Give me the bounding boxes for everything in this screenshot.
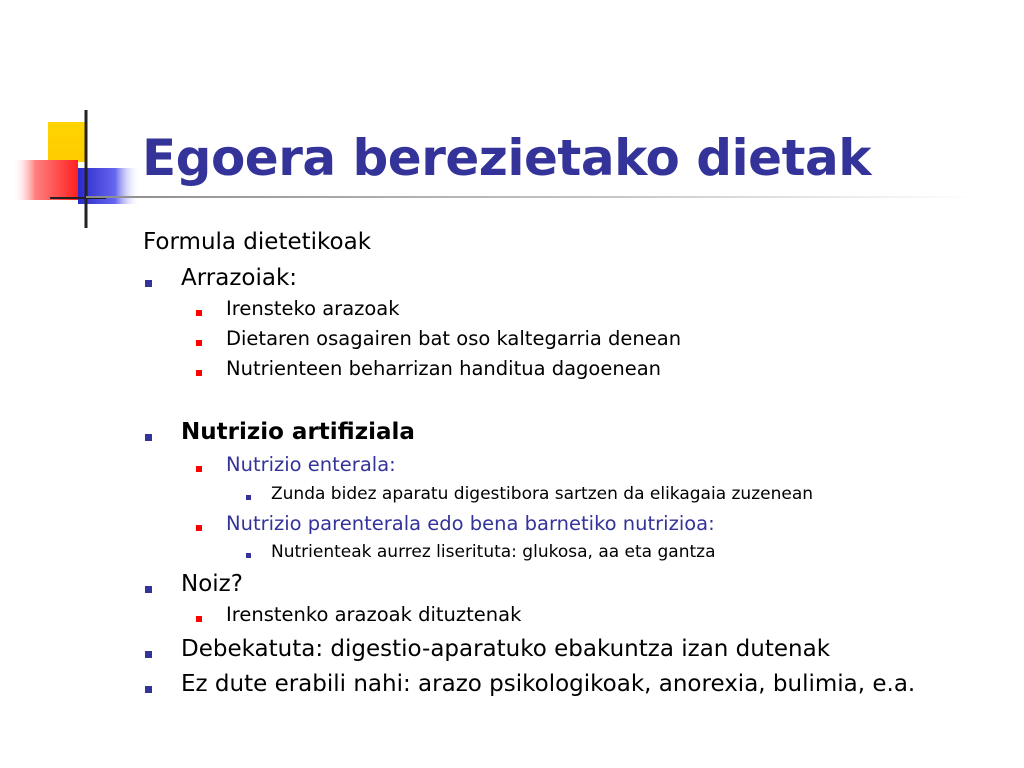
red-square	[12, 160, 78, 200]
bullet-level3-text: Zunda bidez aparatu digestibora sartzen da elikagaia zuzenean	[271, 484, 814, 504]
bullet-level3-text: Nutrienteak aurrez liserituta: glukosa, aa eta gantza	[271, 542, 716, 562]
bullet-level1-text: Debekatuta: digestio-aparatuko ebakuntza izan dutenak	[181, 636, 831, 662]
yellow-square	[48, 122, 86, 162]
square-bullet-icon	[196, 616, 202, 622]
bullet-level1-text: Noiz?	[181, 571, 243, 597]
square-bullet-icon	[196, 340, 202, 346]
bullet-level2-text: Nutrizio enterala:	[226, 453, 396, 476]
square-bullet-icon	[145, 586, 152, 593]
title-underline	[86, 196, 976, 198]
square-bullet-icon	[246, 495, 251, 500]
square-bullet-icon	[145, 686, 152, 693]
square-bullet-icon	[196, 466, 202, 472]
slide-title: Egoera berezietako dietak	[142, 129, 871, 187]
square-bullet-icon	[196, 310, 202, 316]
bullet-level2-text: Dietaren osagairen bat oso kaltegarria denean	[226, 327, 682, 350]
section-heading: Formula dietetikoak	[143, 229, 372, 255]
title-decoration	[0, 0, 150, 240]
square-bullet-icon	[246, 553, 251, 558]
square-bullet-icon	[145, 651, 152, 658]
bullet-level1-text: Ez dute erabili nahi: arazo psikologikoak, anorexia, bulimia, e.a.	[181, 671, 916, 697]
square-bullet-icon	[196, 525, 202, 531]
bullet-level2-text: Nutrienteen beharrizan handitua dagoenean	[226, 357, 662, 380]
bullet-level2-text: Nutrizio parenterala edo bena barnetiko nutrizioa:	[226, 512, 715, 535]
bullet-level2-text: Irenstenko arazoak dituztenak	[226, 603, 522, 626]
square-bullet-icon	[145, 280, 152, 287]
square-bullet-icon	[145, 434, 152, 441]
square-bullet-icon	[196, 370, 202, 376]
bullet-level1-text: Nutrizio artifiziala	[181, 419, 415, 445]
bullet-level1-text: Arrazoiak:	[181, 265, 298, 291]
bullet-level2-text: Irensteko arazoak	[226, 297, 400, 320]
